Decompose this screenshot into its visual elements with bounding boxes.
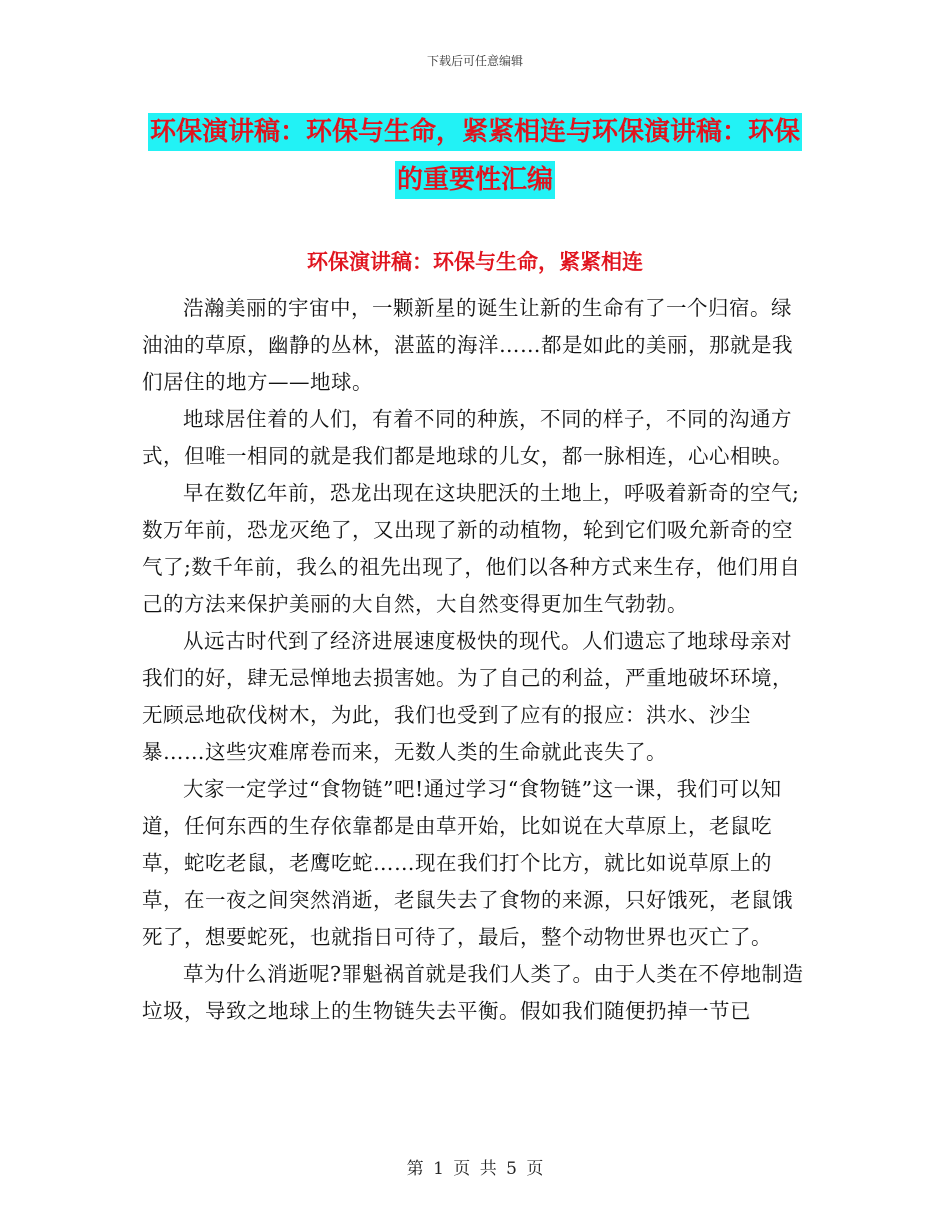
paragraph: 大家一定学过“食物链”吧!通过学习“食物链”这一课，我们可以知道，任何东西的生存依靠都是由草开始，比如说在大草原上，老鼠吃草，蛇吃老鼠，老鹰吃蛇……现在我们打个比方，就比如说草原上的草，在一夜之间突然消逝，老鼠失去了食物的来源，只好饿死，老鼠饿死了，想要蛇死，也就指日可待了，最后，整个动物世界也灭亡了。: [142, 777, 793, 949]
paragraph: 草为什么消逝呢?罪魁祸首就是我们人类了。由于人类在不停地制造垃圾，导致之地球上的生物链失去平衡。假如我们随便扔掉一节已: [142, 962, 804, 1023]
header-note: 下载后可任意编辑: [426, 54, 523, 68]
paragraph: 地球居住着的人们，有着不同的种族，不同的样子，不同的沟通方式，但唯一相同的就是我们都是地球的儿女，都一脉相连，心心相映。: [142, 407, 793, 468]
page-footer: 第 1 页 共 5 页: [406, 1159, 544, 1179]
document-title: [140, 108, 810, 204]
section-title: 环保演讲稿：环保与生命，紧紧相连: [307, 250, 643, 274]
paragraph: 浩瀚美丽的宇宙中，一颗新星的诞生让新的生命有了一个归宿。绿油油的草原，幽静的丛林，湛蓝的海洋……都是如此的美丽，那就是我们居住的地方——地球。: [142, 296, 793, 394]
paragraph: 从远古时代到了经济进展速度极快的现代。人们遗忘了地球母亲对我们的好，肆无忌惮地去损害她。为了自己的利益，严重地破坏环境，无顾忌地砍伐树木，为此，我们也受到了应有的报应：洪水、沙尘暴……这些灾难席卷而来，无数人类的生命就此丧失了。: [142, 629, 793, 764]
paragraph: 早在数亿年前，恐龙出现在这块肥沃的土地上，呼吸着新奇的空气;数万年前，恐龙灭绝了，又出现了新的动植物，轮到它们吸允新奇的空气了;数千年前，我么的祖先出现了，他们以各种方式来生存，他们用自己的方法来保护美丽的大自然，大自然变得更加生气勃勃。: [142, 481, 801, 616]
body-text: [142, 290, 810, 1030]
document-title-text: 环保演讲稿：环保与生命，紧紧相连与环保演讲稿：环保的重要性汇编: [148, 113, 802, 199]
